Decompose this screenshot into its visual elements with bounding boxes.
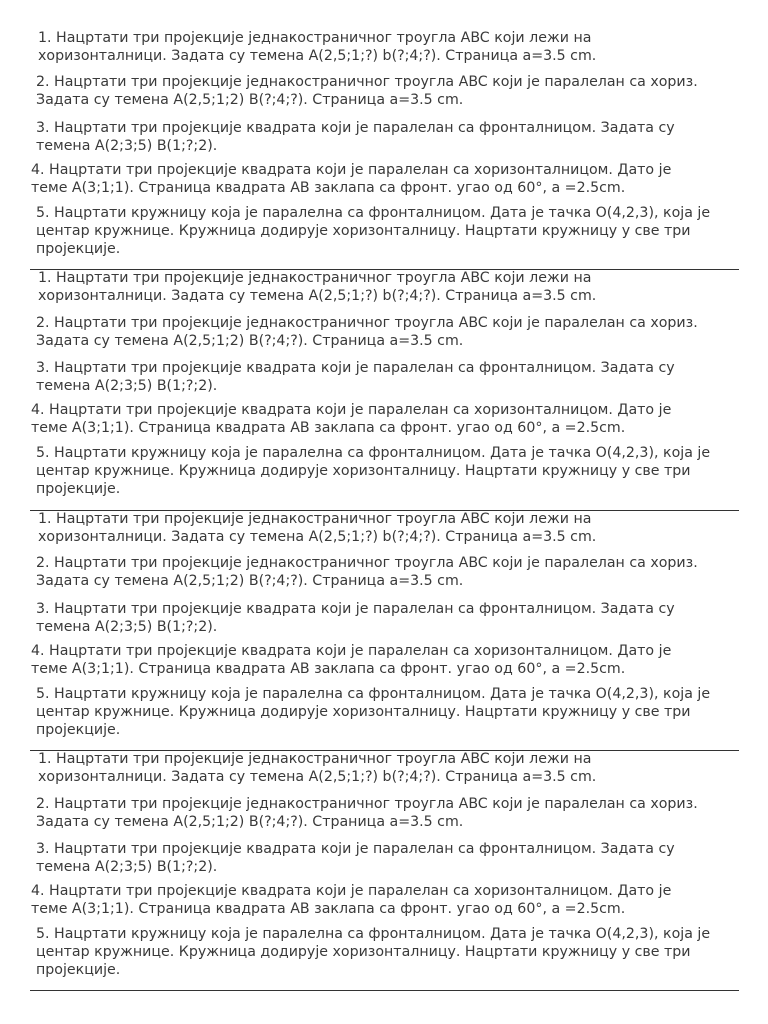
task-line: центар кружнице. Кружница додирује хоризонталницу. Нацртати кружницу у све три	[36, 223, 691, 239]
task-1	[38, 29, 596, 65]
task-line: 3. Нацртати три пројекције квадрата који је паралелан са фронталницом. Задата су	[36, 120, 675, 136]
task-line: хоризонталници. Задата су темена A(2,5;1;?) b(?;4;?). Страница a=3.5 cm.	[38, 769, 597, 785]
task-line: Задата су темена A(2,5;1;2) B(?;4;?). Страница a=3.5 cm.	[36, 814, 464, 830]
task-4	[31, 642, 671, 678]
task-1	[38, 750, 596, 786]
task-line: Задата су темена A(2,5;1;2) B(?;4;?). Страница a=3.5 cm.	[36, 573, 464, 589]
task-line: 1. Нацртати три пројекције једнакостраничног троугла ABC који лежи на	[38, 511, 592, 527]
task-line: 2. Нацртати три пројекције једнакостраничног троугла ABC који је паралелан са хориз.	[36, 74, 698, 90]
task-3	[36, 600, 675, 636]
task-4	[31, 882, 671, 918]
task-line: центар кружнице. Кружница додирује хоризонталницу. Нацртати кружницу у све три	[36, 704, 691, 720]
task-line: 1. Нацртати три пројекције једнакостраничног троугла ABC који лежи на	[38, 270, 592, 286]
task-5	[36, 444, 710, 498]
task-line: теме A(3;1;1). Страница квадрата AB заклапа са фронт. угао од 60°, a =2.5cm.	[31, 661, 626, 677]
task-2	[36, 795, 698, 831]
task-1	[38, 510, 596, 546]
separator-line	[30, 990, 739, 991]
task-line: темена A(2;3;5) B(1;?;2).	[36, 378, 218, 394]
task-line: 4. Нацртати три пројекције квадрата који је паралелан са хоризонталницом. Дато је	[31, 643, 672, 659]
task-1	[38, 269, 596, 305]
task-line: 3. Нацртати три пројекције квадрата који је паралелан са фронталницом. Задата су	[36, 601, 675, 617]
task-line: 3. Нацртати три пројекције квадрата који је паралелан са фронталницом. Задата су	[36, 841, 675, 857]
task-line: Задата су темена A(2,5;1;2) B(?;4;?). Страница a=3.5 cm.	[36, 92, 464, 108]
task-4	[31, 401, 671, 437]
task-line: хоризонталници. Задата су темена A(2,5;1;?) b(?;4;?). Страница a=3.5 cm.	[38, 288, 597, 304]
task-line: темена A(2;3;5) B(1;?;2).	[36, 619, 218, 635]
task-line: темена A(2;3;5) B(1;?;2).	[36, 138, 218, 154]
task-line: хоризонталници. Задата су темена A(2,5;1;?) b(?;4;?). Страница a=3.5 cm.	[38, 48, 597, 64]
task-line: центар кружнице. Кружница додирује хоризонталницу. Нацртати кружницу у све три	[36, 944, 691, 960]
task-line: пројекције.	[36, 241, 121, 257]
task-4	[31, 161, 671, 197]
task-line: 5. Нацртати кружницу која је паралелна са фронталницом. Дата је тачка O(4,2,3), која је	[36, 445, 711, 461]
task-line: 5. Нацртати кружницу која је паралелна са фронталницом. Дата је тачка O(4,2,3), која је	[36, 926, 711, 942]
task-2	[36, 314, 698, 350]
task-line: центар кружнице. Кружница додирује хоризонталницу. Нацртати кружницу у све три	[36, 463, 691, 479]
task-line: теме A(3;1;1). Страница квадрата AB заклапа са фронт. угао од 60°, a =2.5cm.	[31, 420, 626, 436]
task-3	[36, 119, 675, 155]
task-line: 4. Нацртати три пројекције квадрата који је паралелан са хоризонталницом. Дато је	[31, 402, 672, 418]
task-line: 2. Нацртати три пројекције једнакостраничног троугла ABC који је паралелан са хориз.	[36, 555, 698, 571]
task-line: пројекције.	[36, 481, 121, 497]
task-line: Задата су темена A(2,5;1;2) B(?;4;?). Страница a=3.5 cm.	[36, 333, 464, 349]
task-line: пројекције.	[36, 722, 121, 738]
task-line: 3. Нацртати три пројекције квадрата који је паралелан са фронталницом. Задата су	[36, 360, 675, 376]
task-line: хоризонталници. Задата су темена A(2,5;1;?) b(?;4;?). Страница a=3.5 cm.	[38, 529, 597, 545]
task-line: 4. Нацртати три пројекције квадрата који је паралелан са хоризонталницом. Дато је	[31, 883, 672, 899]
task-line: 4. Нацртати три пројекције квадрата који је паралелан са хоризонталницом. Дато је	[31, 162, 672, 178]
task-line: 1. Нацртати три пројекције једнакостраничног троугла ABC који лежи на	[38, 30, 592, 46]
task-line: теме A(3;1;1). Страница квадрата AB заклапа са фронт. угао од 60°, a =2.5cm.	[31, 901, 626, 917]
task-3	[36, 359, 675, 395]
task-3	[36, 840, 675, 876]
task-line: теме A(3;1;1). Страница квадрата AB заклапа са фронт. угао од 60°, a =2.5cm.	[31, 180, 626, 196]
task-line: 5. Нацртати кружницу која је паралелна са фронталницом. Дата је тачка O(4,2,3), која је	[36, 205, 711, 221]
task-line: 2. Нацртати три пројекције једнакостраничног троугла ABC који је паралелан са хориз.	[36, 315, 698, 331]
task-5	[36, 925, 710, 979]
task-2	[36, 73, 698, 109]
task-2	[36, 554, 698, 590]
task-line: 5. Нацртати кружницу која је паралелна са фронталницом. Дата је тачка O(4,2,3), која је	[36, 686, 711, 702]
task-line: 1. Нацртати три пројекције једнакостраничног троугла ABC који лежи на	[38, 751, 592, 767]
task-line: темена A(2;3;5) B(1;?;2).	[36, 859, 218, 875]
task-line: пројекције.	[36, 962, 121, 978]
task-5	[36, 204, 710, 258]
task-5	[36, 685, 710, 739]
task-line: 2. Нацртати три пројекције једнакостраничног троугла ABC који је паралелан са хориз.	[36, 796, 698, 812]
